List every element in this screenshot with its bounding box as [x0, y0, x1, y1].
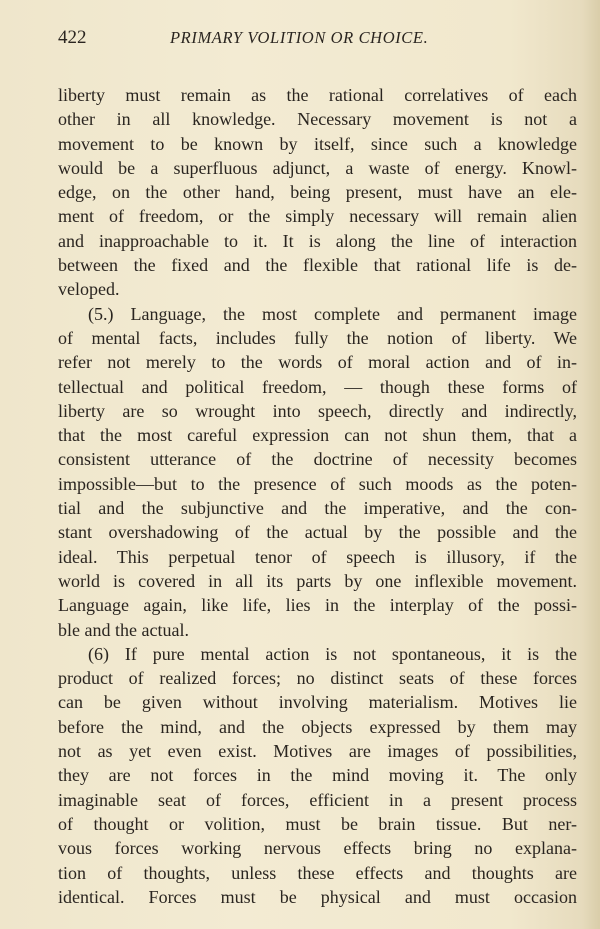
text-line: between the fixed and the flexible that rational life is de-	[58, 255, 577, 276]
text-line: vous forces working nervous effects bring no explana-	[58, 838, 577, 859]
text-line: of thought or volition, must be brain tissue. But ner-	[58, 813, 577, 834]
paragraph	[58, 83, 577, 302]
paragraph	[58, 642, 577, 909]
text-line: of mental facts, includes fully the notion of liberty. We	[58, 327, 577, 348]
text-line: ble and the actual.	[58, 619, 189, 640]
text-line: stant overshadowing of the actual by the possible and the	[58, 522, 577, 543]
text-line: impossible—but to the presence of such moods as the poten-	[58, 473, 577, 494]
text-line: and inapproachable to it. It is along the line of interaction	[58, 230, 577, 251]
text-line: they are not forces in the mind moving it. The only	[58, 765, 577, 786]
paragraph	[58, 302, 577, 642]
text-line: that the most careful expression can not shun them, that a	[58, 425, 577, 446]
text-line: identical. Forces must be physical and must occasion	[58, 886, 577, 907]
text-line: tial and the subjunctive and the imperative, and the con-	[58, 498, 577, 519]
text-line: Language again, like life, lies in the interplay of the possi-	[58, 595, 577, 616]
text-line: other in all knowledge. Necessary movement is not a	[58, 109, 577, 130]
text-line: tion of thoughts, unless these effects and thoughts are	[58, 862, 577, 883]
text-line: edge, on the other hand, being present, must have an ele-	[58, 182, 577, 203]
text-line: (5.) Language, the most complete and permanent image	[88, 303, 577, 324]
page-header	[58, 27, 577, 53]
text-line: not as yet even exist. Motives are images of possibilities,	[58, 741, 577, 762]
text-line: ment of freedom, or the simply necessary will remain alien	[58, 206, 577, 227]
text-line: veloped.	[58, 279, 120, 300]
text-line: product of realized forces; no distinct seats of these forces	[58, 668, 577, 689]
text-line: ideal. This perpetual tenor of speech is illusory, if the	[58, 546, 577, 567]
text-line: movement to be known by itself, since such a knowledge	[58, 133, 577, 154]
page-number: 422	[58, 27, 87, 48]
text-line: before the mind, and the objects expressed by them may	[58, 716, 577, 737]
text-line: can be given without involving materialism. Motives lie	[58, 692, 577, 713]
text-line: would be a superfluous adjunct, a waste of energy. Knowl-	[58, 157, 577, 178]
text-line: refer not merely to the words of moral action and of in-	[58, 352, 577, 373]
text-line: imaginable seat of forces, efficient in a present process	[58, 789, 577, 810]
running-title: PRIMARY VOLITION OR CHOICE.	[170, 28, 429, 47]
text-line: liberty must remain as the rational correlatives of each	[58, 85, 577, 105]
page-body	[58, 83, 577, 909]
text-line: (6) If pure mental action is not spontaneous, it is the	[88, 643, 577, 664]
text-line: liberty are so wrought into speech, directly and indirectly,	[58, 400, 577, 421]
text-line: world is covered in all its parts by one inflexible movement.	[58, 570, 577, 591]
text-line: tellectual and political freedom, — though these forms of	[58, 376, 577, 397]
text-line: consistent utterance of the doctrine of necessity becomes	[58, 449, 577, 470]
